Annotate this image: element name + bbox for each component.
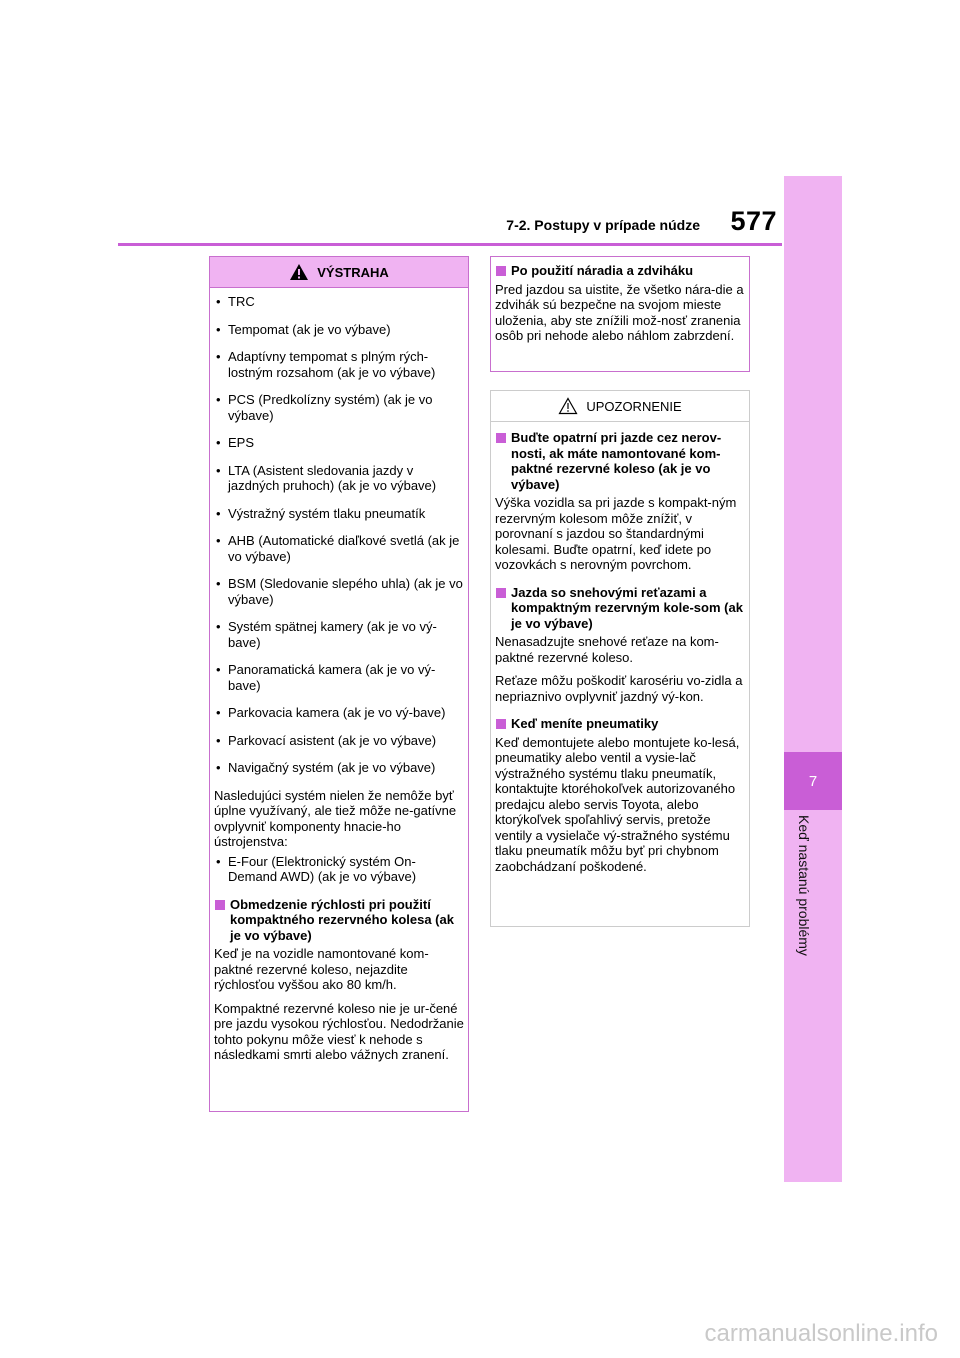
section-heading: Po použití náradia a zdviháku [495,263,745,279]
square-bullet-icon [215,900,225,910]
paragraph: Výška vozidla sa pri jazde s kompakt-ným rezervným kolesom môže znížiť, v porovnaní s jazdou so štandardnými kolesami. Buďte opatrní, keď idete po vozovkách s nerovným povrchom. [495,495,737,572]
chapter-title: Keď nastanú problémy [796,815,812,956]
list-item: • Adaptívny tempomat s plným rých-lostným rozsahom (ak je vo výbave) [214,349,464,380]
list-item: • E-Four (Elektronický systém On-Demand AWD) (ak je vo výbave) [214,854,464,885]
side-tab [784,176,842,1182]
caution-triangle-icon [558,397,578,415]
section-heading: Obmedzenie rýchlosti pri použití kompaktného rezervného kolesa (ak je vo výbave) [214,897,464,944]
warning-box [209,256,469,1112]
section-title: 7-2. Postupy v prípade núdze [506,217,700,233]
list-item: • PCS (Predkolízny systém) (ak je vo výbave) [214,392,464,423]
square-bullet-icon [496,588,506,598]
paragraph: Keď je na vozidle namontované kom-paktné rezervné koleso, nejazdite rýchlosťou vyššou ako 80 km/h. [214,946,429,992]
list-item: • LTA (Asistent sledovania jazdy v jazdných pruhoch) (ak je vo výbave) [214,463,464,494]
page-number: 577 [730,206,777,236]
section-heading: Jazda so snehovými reťazami a kompaktným rezervným kole-som (ak je vo výbave) [495,585,745,632]
list-item: • Výstražný systém tlaku pneumatík [214,506,464,522]
paragraph: Kompaktné rezervné koleso nie je ur-čené pre jazdu vysokou rýchlosťou. Nedodržanie tohto pokynu môže viesť k nehode s následkami smrti alebo vážnych zranení. [214,1000,464,1062]
list-item: • Parkovacia kamera (ak je vo vý-bave) [214,705,464,721]
warning-list [214,294,464,776]
header-rule [118,243,782,246]
watermark: carmanualsonline.info [704,1320,938,1347]
warning-triangle-icon [289,263,309,281]
list-item: • BSM (Sledovanie slepého uhla) (ak je vo výbave) [214,576,464,607]
warning-box-header [210,257,468,288]
square-bullet-icon [496,266,506,276]
notice-box [490,390,750,927]
tools-box [490,256,750,372]
chapter-number: 7 [784,752,842,810]
paragraph: Nenasadzujte snehové reťaze na kom-paktné rezervné koleso. [495,634,719,665]
paragraph: Reťaze môžu poškodiť karosériu vo-zidla a nepriaznivo ovplyvniť jazdný vý-kon. [495,673,743,704]
chapter-title-vertical [784,815,842,985]
warning-title: VÝSTRAHA [317,264,389,280]
notice-title: UPOZORNENIE [586,398,682,414]
section-heading: Buďte opatrní pri jazde cez nerov-nosti, ak máte namontované kom-paktné rezervné koleso (ak je vo výbave) [495,430,745,492]
sub-list [214,854,464,885]
list-item: • EPS [214,435,464,451]
list-item: • Parkovací asistent (ak je vo výbave) [214,733,464,749]
list-item: • Navigačný systém (ak je vo výbave) [214,760,464,776]
list-item: • Panoramatická kamera (ak je vo vý-bave) [214,662,464,693]
list-item: • TRC [214,294,464,310]
paragraph: Keď demontujete alebo montujete ko-lesá, pneumatiky alebo ventil a vysie-lač výstražného systému tlaku pneumatík, kontaktujte ktoréhokoľvek autorizovaného predajcu alebo servis Toyota, alebo ktorýkoľvek spoľahlivý servis, pretože ventily a vysielače vý-stražného systému tlaku pneumatík môžu byť pri chybnom zaobchádzaní poškodené. [495,734,740,874]
paragraph: Nasledujúci systém nielen že nemôže byť úplne využívaný, ale tiež môže ne-gatívne ovplyvniť komponenty hnacie-ho ústrojenstva: [214,787,457,849]
list-item: • Tempomat (ak je vo výbave) [214,322,464,338]
square-bullet-icon [496,433,506,443]
list-item: • AHB (Automatické diaľkové svetlá (ak je vo výbave) [214,533,464,564]
square-bullet-icon [496,719,506,729]
notice-box-header [491,391,749,422]
section-heading: Keď meníte pneumatiky [495,716,745,732]
list-item: • Systém spätnej kamery (ak je vo vý-bave) [214,619,464,650]
paragraph: Pred jazdou sa uistite, že všetko nára-die a zdvihák sú bezpečne na svojom mieste uloženia, aby ste znížili mož-nosť zranenia osôb pri nehode alebo náhlom zabrzdení. [495,281,744,343]
